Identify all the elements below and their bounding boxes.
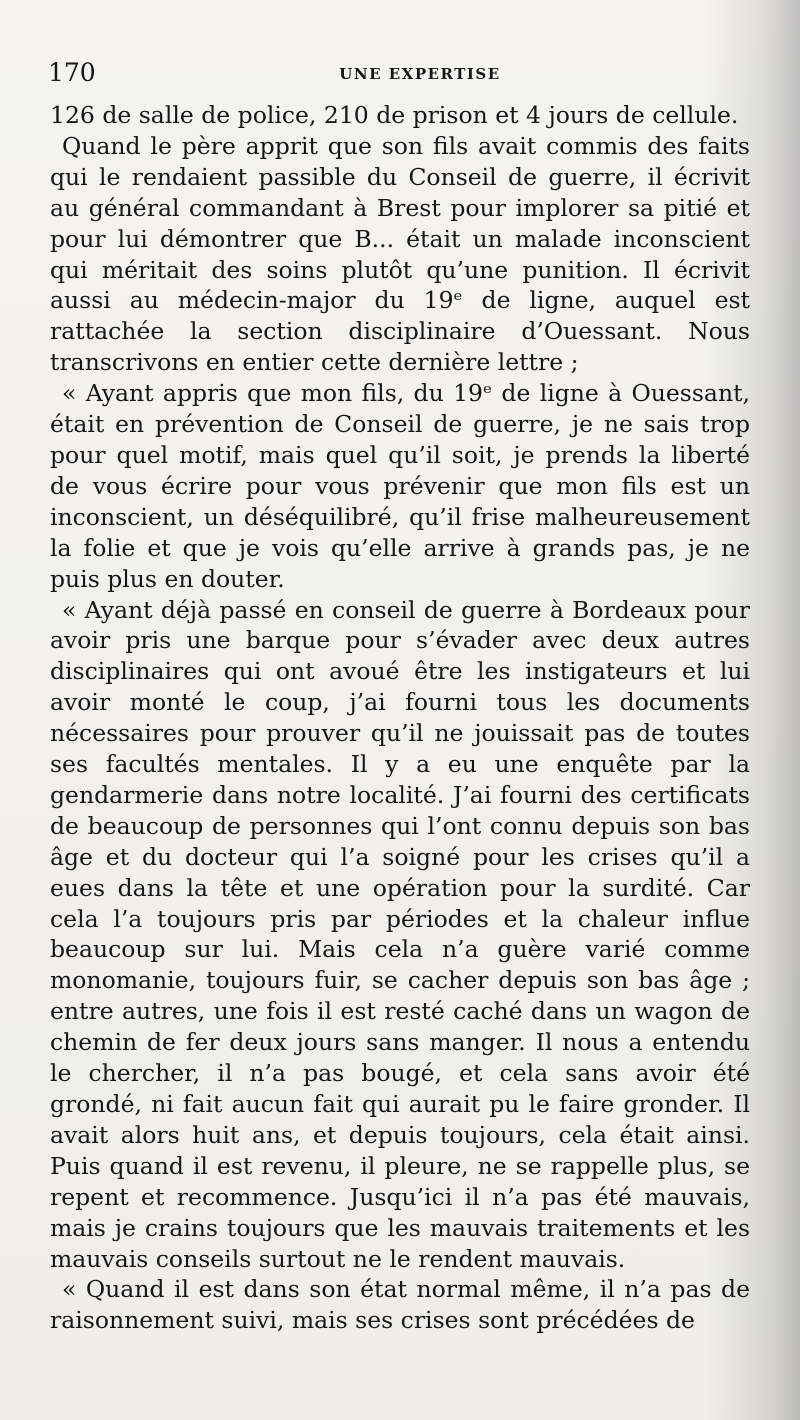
paragraph: Quand le père apprit que son fils avait commis des faits qui le rendaient passible du Conseil de guerre, il écrivit au général commandant à Brest pour implorer sa pitié et pour lui démontrer que B... était un malade inconscient qui méritait des soins plutôt qu’une punition. Il écrivit aussi au médecin-major du 19ᵉ de ligne, auquel est rattachée la section disciplinaire d’Ouessant. Nous transcrivons en entier cette dernière lettre ; (50, 131, 750, 377)
body-text (50, 100, 750, 1336)
paragraph: 126 de salle de police, 210 de prison et 4 jours de cellule. (50, 101, 739, 129)
running-title: UNE EXPERTISE (339, 65, 501, 83)
page-number: 170 (48, 58, 96, 87)
page-header (48, 56, 752, 96)
quoted-paragraph: « Ayant déjà passé en conseil de guerre à Bordeaux pour avoir pris une barque pour s’évader avec deux autres disciplinaires qui ont avoué être les instigateurs et lui avoir monté le coup, j’ai fourni tous les documents nécessaires pour prouver qu’il ne jouissait pas de toutes ses facultés mentales. Il y a eu une enquête par la gendarmerie dans notre localité. J’ai fourni des certificats de beaucoup de personnes qui l’ont connu depuis son bas âge et du docteur qui l’a soigné pour les crises qu’il a eues dans la tête et une opération pour la surdité. Car cela l’a toujours pris par périodes et la chaleur influe beaucoup sur lui. Mais cela n’a guère varié comme monomanie, toujours fuir, se cacher depuis son bas âge ; entre autres, une fois il est resté caché dans un wagon de chemin de fer deux jours sans manger. Il nous a entendu le chercher, il n’a pas bougé, et cela sans avoir été grondé, ni fait aucun fait qui aurait pu le faire gronder. Il avait alors huit ans, et depuis toujours, cela était ainsi. Puis quand il est revenu, il pleure, ne se rappelle plus, se repent et recommence. Jusqu’ici il n’a pas été mauvais, mais je crains toujours que les mauvais traitements et les mauvais conseils surtout ne le rendent mauvais. (50, 595, 750, 1273)
quoted-paragraph: « Ayant appris que mon fils, du 19ᵉ de ligne à Ouessant, était en prévention de Conseil de guerre, je ne sais trop pour quel motif, mais quel qu’il soit, je prends la liberté de vous écrire pour vous prévenir que mon fils est un inconscient, un déséquilibré, qu’il frise malheureusement la folie et que je vois qu’elle arrive à grands pas, je ne puis plus en douter. (50, 379, 750, 593)
quoted-paragraph: « Quand il est dans son état normal même, il n’a pas de raisonnement suivi, mais ses crises sont précédées de (50, 1275, 750, 1335)
